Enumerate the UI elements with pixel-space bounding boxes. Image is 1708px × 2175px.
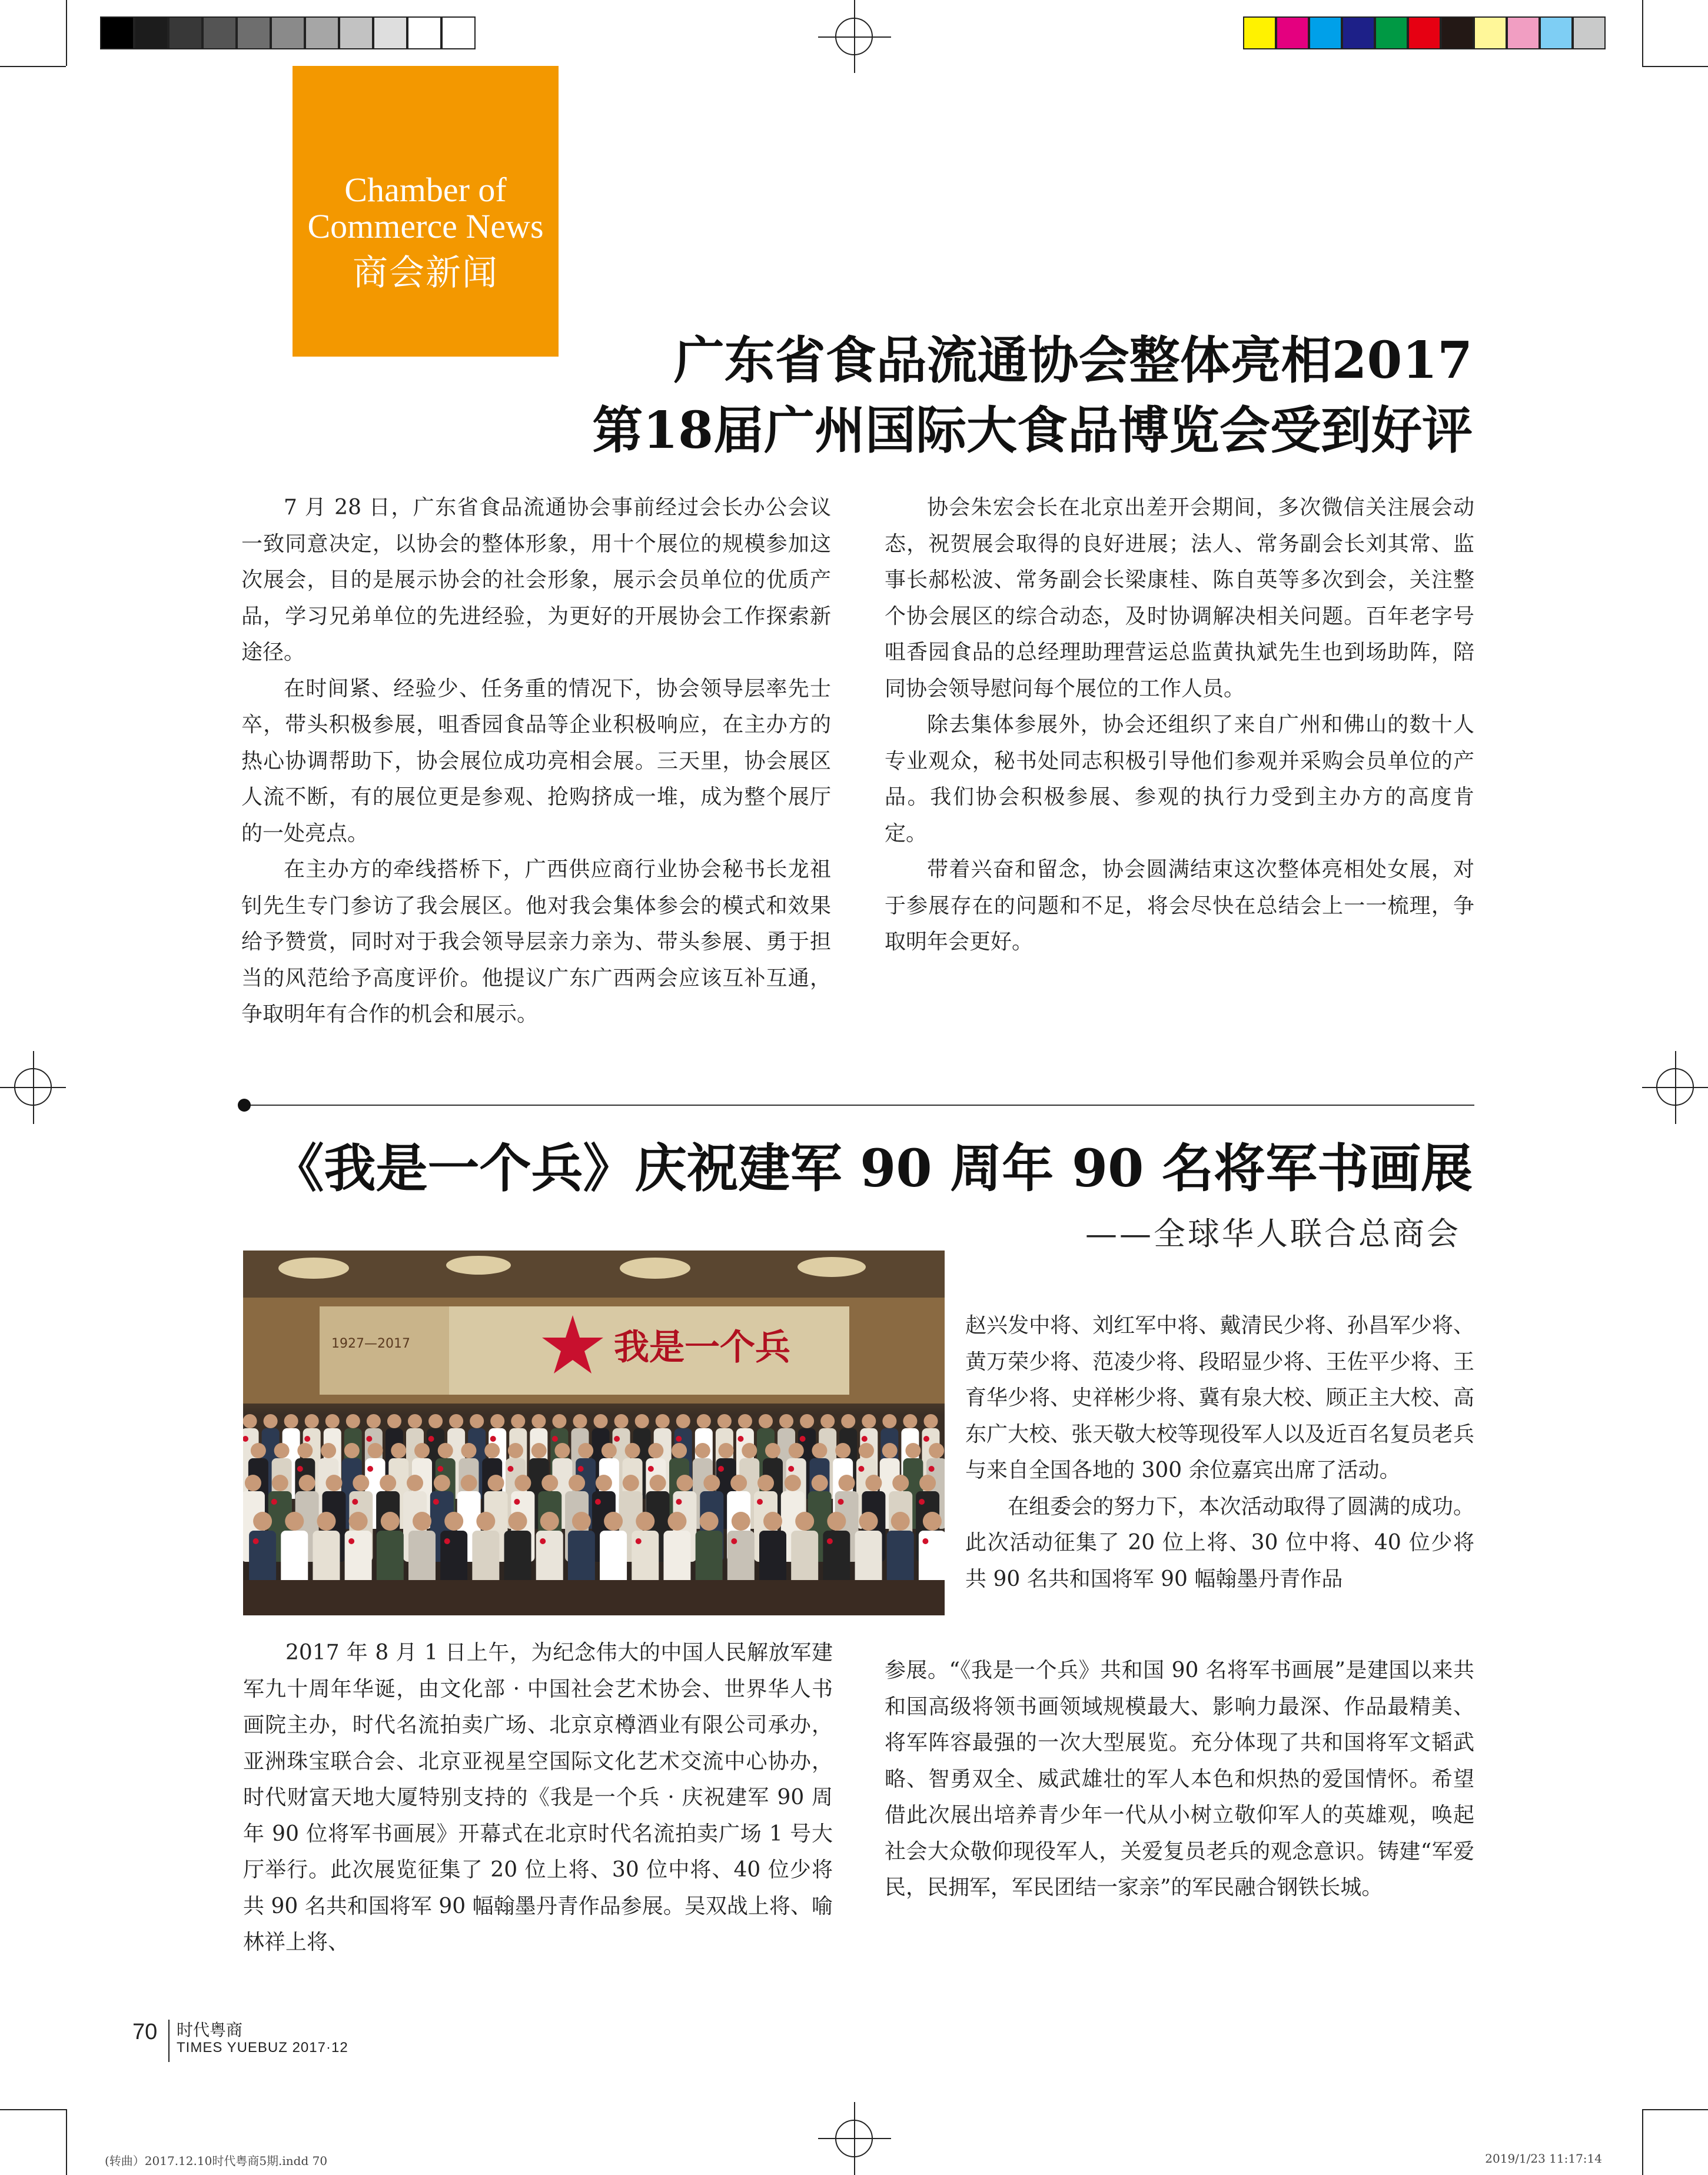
person-head [812,1443,827,1458]
red-corsage [757,1499,763,1505]
red-corsage [788,1466,794,1472]
gray-swatch [168,16,202,49]
person-head [623,1475,639,1491]
person-head [484,1443,500,1458]
red-corsage [636,1538,642,1544]
person-head [321,1443,336,1458]
person-head [285,1512,304,1531]
person-head [648,1443,663,1458]
red-corsage [490,1436,496,1442]
red-corsage [304,1436,310,1442]
gray-swatch [407,16,441,49]
person-head [757,1475,774,1491]
person-head [552,1414,566,1428]
paragraph: 7 月 28 日，广东省食品流通协会事前经过会长办公会议一致同意决定，以协会的整体形象，用十个展位的规模参加这次展会，目的是展示协会的社会形象，展示会员单位的优质产品，学习兄弟单位的先进经验，为更好的开展协会工作探索新途径。 [241,495,831,664]
person-head [827,1512,846,1531]
person-head [719,1443,734,1458]
person-head [839,1475,855,1491]
color-swatch [1243,16,1276,49]
color-swatch [1375,16,1408,49]
red-corsage [676,1499,682,1505]
red-corsage [507,1466,513,1472]
person-head [541,1475,558,1491]
person-head [882,1443,898,1458]
person-head [245,1475,261,1491]
person-head [742,1443,757,1458]
article2-title: 《我是一个兵》庆祝建军 90 周年 90 名将军书画展 [272,1138,1473,1199]
paragraph: 在主办方的牵线搭桥下，广西供应商行业协会秘书长龙祖钊先生专门参访了我会展区。他对我会集体参会的模式和效果给予赞赏，同时对于我会领导层亲力亲为、带头参展、勇于担当的风范给予高度评价。他提议广东广西两会应该互补互通，争取明年有合作的机会和展示。 [241,857,831,1026]
gray-swatch [373,16,407,49]
red-corsage [923,1436,929,1442]
color-swatch [1276,16,1309,49]
person-head [511,1414,525,1428]
person-head [573,1414,587,1428]
paragraph: 在组委会的努力下，本次活动取得了圆满的成功。此次活动征集了 20 位上将、30 位中将、40 位少将共 90 名共和国将军 90 幅翰墨丹青作品 [965,1494,1474,1591]
person-head [779,1414,793,1428]
red-corsage [348,1538,354,1544]
red-corsage [648,1466,654,1472]
article1-right-column [885,490,1474,960]
article2-subtitle: ——全球华人联合总商会 [1085,1215,1461,1252]
person-head [795,1512,814,1531]
person-head [387,1414,401,1428]
red-corsage [352,1499,358,1505]
person-head [367,1414,381,1428]
gray-swatch [441,16,476,49]
red-corsage [858,1466,864,1472]
person-head [835,1443,850,1458]
person-head [859,1512,878,1531]
photo-banner-years: 1927—2017 [331,1336,410,1351]
person-head [297,1443,313,1458]
article1-title-line1: 广东省食品流通协会整体亮相2017 [673,331,1473,390]
person-head [903,1414,917,1428]
magazine-name: 时代粤商 [177,2020,243,2040]
person-head [625,1443,640,1458]
red-corsage [800,1436,806,1442]
red-corsage [676,1436,682,1442]
paragraph: 赵兴发中将、刘红军中将、戴清民少将、孙昌军少将、黄万荣少将、范凌少将、段昭显少将、王佐平少将、王育华少将、史祥彬少将、冀有泉大校、顾正主大校、高东广大校、张天敬大校等现役军人以及近百名复员老兵与来自全国各地的 300 余位嘉宾出席了活动。 [965,1313,1474,1482]
person-head [368,1443,383,1458]
person-head [763,1512,782,1531]
person-head [800,1414,814,1428]
person-head [488,1475,504,1491]
red-corsage [838,1499,844,1505]
color-swatch [1342,16,1375,49]
person-head [635,1414,649,1428]
person-head [602,1443,617,1458]
person-head [514,1475,531,1491]
paragraph: 协会朱宏会长在北京出差开会期间，多次微信关注展会动态，祝贺展会取得的良好进展；法人、常务副会长刘其常、监事长郝松波、常务副会长梁康桂、陈自英等多次到会，关注整个协会展区的综合动态，及时协调解决相关问题。百年老字号咀香园食品的总经理助理营运总监黄执斌先生也到场助阵，陪同协会领导慰问每个展位的工作人员。 [885,495,1474,701]
person-head [344,1443,360,1458]
person-head [284,1414,298,1428]
person-head [765,1443,780,1458]
red-corsage [552,1436,558,1442]
gray-swatch [100,16,134,49]
person-head [859,1443,874,1458]
person-head [317,1512,335,1531]
crop-mark [0,66,66,67]
red-corsage [919,1499,925,1505]
person-head [923,1512,942,1531]
person-head [540,1512,559,1531]
person-head [380,1475,396,1491]
person-head [594,1414,608,1428]
person-head [862,1414,876,1428]
person-head [730,1475,747,1491]
crowd [243,1414,945,1601]
person-head [892,1475,909,1491]
person-head [509,1512,527,1531]
person-head [508,1443,523,1458]
person-head [434,1475,450,1491]
magazine-issue: TIMES YUEBUZ 2017·12 [177,2040,348,2056]
red-corsage [437,1466,443,1472]
person-head [569,1475,585,1491]
red-corsage [922,1538,928,1544]
article1-title-line2: 第18届广州国际大食品博览会受到好评 [592,401,1473,460]
gray-swatch [237,16,271,49]
print-timestamp: 2019/1/23 11:17:14 [1485,2151,1602,2166]
person-head [695,1443,710,1458]
section-label-chinese: 商会新闻 [353,252,499,294]
person-head [476,1512,495,1531]
person-head [650,1475,666,1491]
person-head [444,1512,463,1531]
person-head [785,1475,801,1491]
person-head [349,1512,368,1531]
person-head [636,1512,654,1531]
section-divider [244,1105,1474,1106]
crop-mark [0,2109,66,2110]
article2-right-column-top [965,1308,1474,1597]
person-head [865,1475,882,1491]
person-head [531,1443,547,1458]
person-head [676,1475,693,1491]
red-corsage [367,1466,373,1472]
gray-swatch [202,16,237,49]
article2-left-column [243,1635,833,1961]
person-head [470,1414,484,1428]
red-corsage [827,1538,833,1544]
photo-banner-text: 我是一个兵 [614,1327,790,1368]
person-head [531,1414,546,1428]
crop-mark [1642,66,1708,67]
person-head [408,1414,422,1428]
gray-swatch [339,16,373,49]
person-head [243,1414,257,1428]
section-label-english: Chamber of Commerce News [307,171,544,245]
red-corsage [366,1436,372,1442]
person-head [656,1414,670,1428]
person-head [490,1414,504,1428]
person-head [667,1512,686,1531]
color-swatch [1408,16,1441,49]
person-head [251,1443,266,1458]
person-head [614,1414,629,1428]
file-slug: (转曲）2017.12.10时代粤商5期.indd 70 [105,2154,328,2168]
red-corsage [271,1499,277,1505]
group-photo-illustration [243,1251,945,1615]
red-corsage [428,1436,434,1442]
person-head [461,1475,477,1491]
person-head [428,1414,443,1428]
article2-right-column-bottom [885,1652,1474,1906]
red-corsage [731,1538,737,1544]
person-head [264,1414,278,1428]
person-head [413,1512,431,1531]
red-corsage [929,1466,935,1472]
person-head [461,1443,476,1458]
person-head [929,1443,944,1458]
person-head [578,1443,593,1458]
person-head [274,1443,290,1458]
red-corsage [614,1436,620,1442]
page-number: 70 [132,2020,158,2044]
person-head [919,1475,936,1491]
person-head [700,1512,719,1531]
person-head [353,1475,369,1491]
color-swatch [1474,16,1507,49]
person-head [554,1443,570,1458]
person-head [905,1443,921,1458]
person-head [604,1512,623,1531]
red-corsage [718,1466,724,1472]
crop-mark [1642,0,1643,66]
person-head [882,1414,896,1428]
red-corsage [253,1538,259,1544]
color-swatch [1540,16,1573,49]
paragraph: 在时间紧、经验少、任务重的情况下，协会领导层率先士卒，带头积极参展，咀香园食品等企业积极响应，在主办方的热心协调帮助下，协会展位成功亮相会展。三天里，协会展区人流不断，有的展位更是参观、抢购挤成一堆，成为整个展厅的一处亮点。 [241,676,831,846]
color-swatch [1309,16,1342,49]
person-head [299,1475,315,1491]
person-head [738,1414,752,1428]
red-corsage [433,1499,439,1505]
paragraph: 参展。“《我是一个兵》共和国 90 名将军书画展”是建国以来共和国高级将领书画领域规模最大、影响力最深、作品最精美、将军阵容最强的一次大型展览。充分体现了共和国将军文韬武略、智勇双全、威武雄壮的军人本色和炽热的爱国情怀。希望借此次展出培养青少年一代从小树立敬仰军人的英雄观，唤起社会大众敬仰现役军人，关爱复员老兵的观念意识。铸建“军爱民，民拥军，军民团结一家亲”的军民融合钢铁长城。 [885,1658,1474,1900]
person-head [391,1443,406,1458]
person-head [449,1414,463,1428]
person-head [272,1475,288,1491]
person-head [923,1414,938,1428]
paragraph: 2017 年 8 月 1 日上午，为纪念伟大的中国人民解放军建军九十周年华诞，由文化部 · 中国社会艺术协会、世界华人书画院主办，时代名流拍卖广场、北京京樽酒业有限公司承办，亚洲珠宝联合会、北京亚视星空国际文化艺术交流中心协办，时代财富天地大厦特别支持的《我是一个兵 · 庆祝建军 90 周年 90 位将军书画展》开幕式在北京时代名流拍卖广场 1 号大厅举行。此次展览征集了 20 位上将、30 位中将、40 位少将共 90 名共和国将军 90 幅翰墨丹青作品参展。吴双战上将、喻林祥上将、 [243,1641,833,1954]
person-head [325,1475,342,1491]
paragraph: 带着兴奋和留念，协会圆满结束这次整体亮相处女展，对于参展存在的问题和不足，将会尽快在总结会上一一梳理，争取明年会更好。 [885,857,1474,954]
person-head [812,1475,828,1491]
red-corsage [514,1499,520,1505]
article1-left-column [241,490,831,1033]
person-head [325,1414,340,1428]
red-corsage [737,1436,743,1442]
person-head [572,1512,591,1531]
divider-dot [238,1099,251,1112]
color-swatch [1441,16,1474,49]
red-corsage [862,1436,868,1442]
person-head [820,1414,835,1428]
person-head [438,1443,453,1458]
red-corsage [578,1466,584,1472]
person-head [841,1414,855,1428]
person-head [346,1414,360,1428]
person-head [596,1475,612,1491]
paragraph: 除去集体参展外，协会还组织了来自广州和佛山的数十人专业观众，秘书处同志积极引导他们参观并采购会员单位的产品。我们协会积极参展、参观的执行力受到主办方的高度肯定。 [885,713,1474,846]
crop-mark [1642,2109,1643,2175]
red-corsage [540,1538,546,1544]
section-label [293,66,559,357]
color-swatch [1573,16,1606,49]
crop-mark [66,2109,67,2175]
person-head [789,1443,804,1458]
person-head [759,1414,773,1428]
red-corsage [297,1466,303,1472]
person-head [305,1414,319,1428]
person-head [717,1414,732,1428]
person-head [676,1414,690,1428]
crop-mark [66,0,67,66]
red-corsage [595,1499,601,1505]
red-corsage [444,1538,450,1544]
person-head [672,1443,687,1458]
person-head [732,1512,750,1531]
person-head [697,1414,711,1428]
gray-swatch [271,16,305,49]
color-swatch [1507,16,1540,49]
person-head [253,1512,272,1531]
person-head [414,1443,430,1458]
person-head [407,1475,423,1491]
gray-swatch [134,16,168,49]
crop-mark [1642,2109,1708,2110]
group-photo [243,1251,945,1615]
footer-divider [168,2020,170,2062]
person-head [703,1475,720,1491]
person-head [381,1512,400,1531]
gray-swatch [305,16,339,49]
person-head [891,1512,910,1531]
